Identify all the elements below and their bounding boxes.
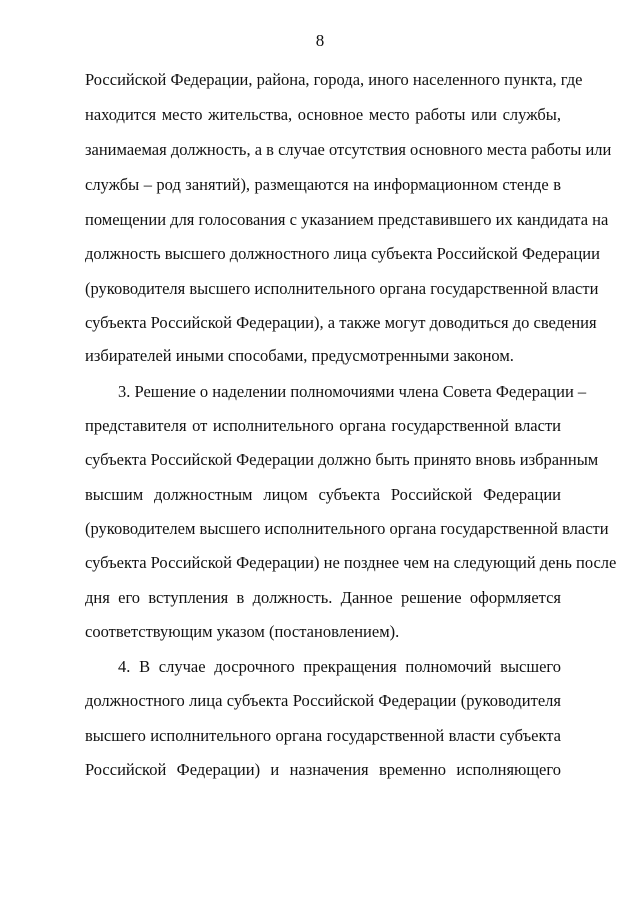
text-line: помещении для голосования с указанием представившего их кандидата на — [85, 210, 609, 229]
text-line: высшего исполнительного органа государственной власти субъекта — [85, 726, 561, 745]
text-line: должность высшего должностного лица субъекта Российской Федерации — [85, 244, 600, 263]
paragraph-4-first-line: 4. В случае досрочного прекращения полномочий высшего — [118, 657, 561, 676]
text-line: Российской Федерации, района, города, иного населенного пункта, где — [85, 70, 583, 89]
text-line: субъекта Российской Федерации), а также могут доводиться до сведения — [85, 313, 597, 332]
text-line: Российской Федерации) и назначения временно исполняющего — [85, 760, 561, 779]
text-line: дня его вступления в должность. Данное решение оформляется — [85, 588, 561, 607]
text-line: соответствующим указом (постановлением). — [85, 622, 400, 641]
page-number: 8 — [315, 31, 325, 50]
text-line: избирателей иными способами, предусмотренными законом. — [85, 346, 514, 365]
text-line: занимаемая должность, а в случае отсутствия основного места работы или — [85, 140, 612, 159]
text-line: субъекта Российской Федерации должно быть принято вновь избранным — [85, 450, 599, 469]
text-line: должностного лица субъекта Российской Федерации (руководителя — [85, 691, 561, 710]
text-line: представителя от исполнительного органа государственной власти — [85, 416, 561, 435]
paragraph-3-first-line: 3. Решение о наделении полномочиями члена Совета Федерации – — [118, 382, 587, 401]
text-line: (руководителя высшего исполнительного органа государственной власти — [85, 279, 599, 298]
text-line: (руководителем высшего исполнительного органа государственной власти — [85, 519, 609, 538]
text-line: субъекта Российской Федерации) не позднее чем на следующий день после — [85, 553, 617, 572]
text-line: высшим должностным лицом субъекта Российской Федерации — [85, 485, 561, 504]
text-line: службы – род занятий), размещаются на информационном стенде в — [85, 175, 561, 194]
text-line: находится место жительства, основное место работы или службы, — [85, 105, 561, 124]
